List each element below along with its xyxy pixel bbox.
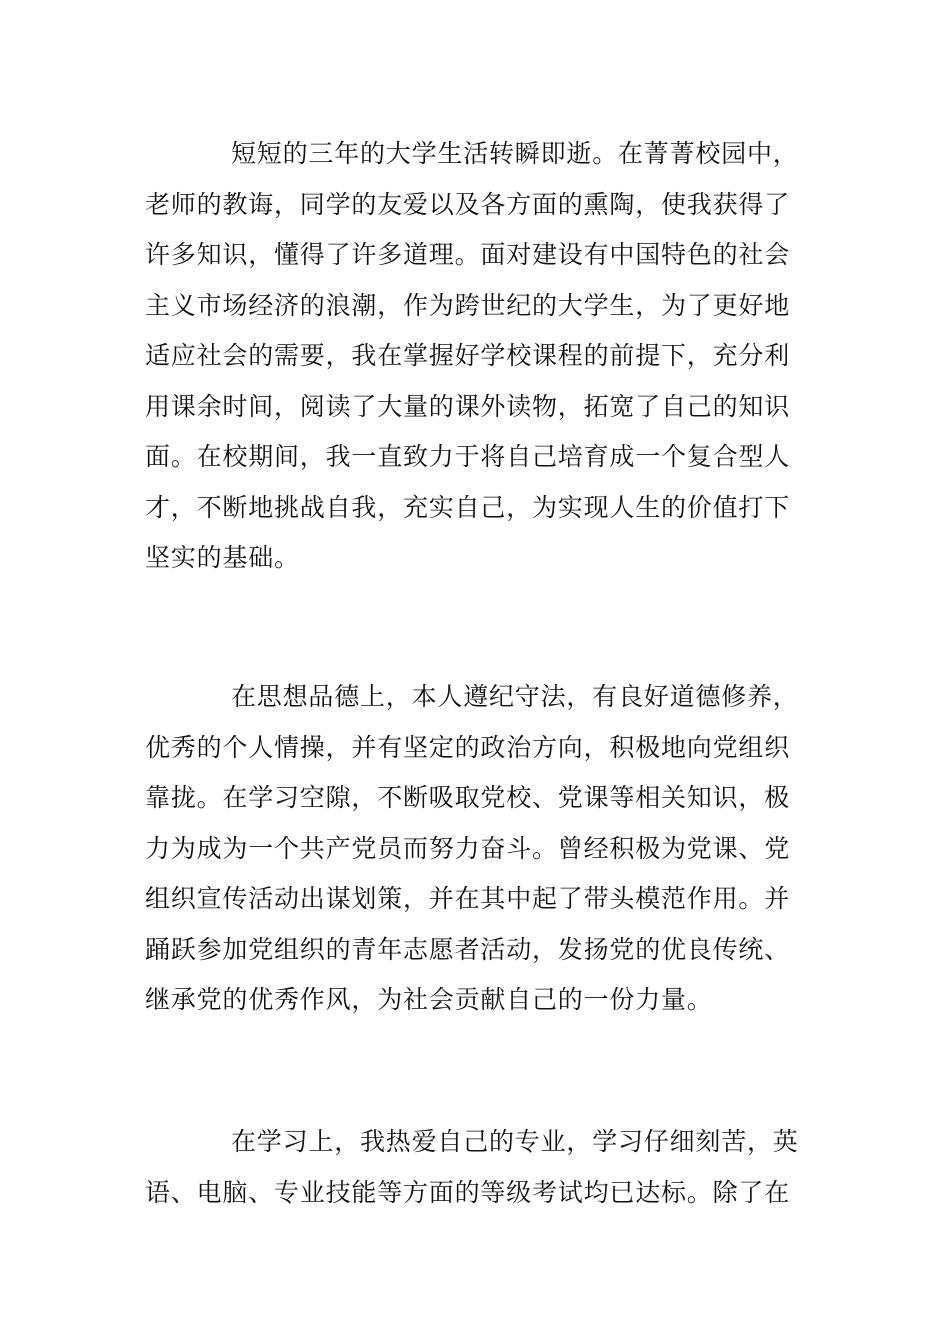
paragraph-line: 在思想品德上，本人遵纪守法，有良好道德修养， (231, 682, 799, 711)
paragraph-line: 适应社会的需要，我在掌握好学校课程的前提下，充分利 (145, 341, 791, 370)
paragraph-line: 面。在校期间，我一直致力于将自己培育成一个复合型人 (145, 442, 791, 471)
paragraph-line: 语、电脑、专业技能等方面的等级考试均已达标。除了在 (145, 1177, 791, 1207)
paragraph-line: 踊跃参加党组织的青年志愿者活动，发扬党的优良传统、 (145, 934, 791, 964)
paragraph-line: 在学习上，我热爱自己的专业，学习仔细刻苦，英 (231, 1127, 799, 1156)
paragraph-line: 用课余时间，阅读了大量的课外读物，拓宽了自己的知识 (145, 391, 791, 421)
paragraph-line: 力为成为一个共产党员而努力奋斗。曾经积极为党课、党 (145, 833, 791, 863)
paragraph-line: 老师的教诲，同学的友爱以及各方面的熏陶，使我获得了 (145, 189, 791, 219)
paragraph-line: 继承党的优秀作风，为社会贡献自己的一份力量。 (145, 985, 713, 1014)
paragraph-line: 坚实的基础。 (145, 543, 300, 572)
paragraph-2 (145, 672, 813, 1026)
paragraph-line: 才，不断地挑战自我，充实自己，为实现人生的价值打下 (145, 492, 791, 522)
paragraph-3 (145, 1117, 813, 1218)
paragraph-line: 优秀的个人情操，并有坚定的政治方向，积极地向党组织 (145, 732, 791, 762)
paragraph-1 (145, 129, 813, 584)
paragraph-line: 许多知识，懂得了许多道理。面对建设有中国特色的社会 (145, 240, 791, 269)
paragraph-line: 靠拢。在学习空隙，不断吸取党校、党课等相关知识，极 (145, 783, 791, 812)
paragraph-line: 短短的三年的大学生活转瞬即逝。在菁菁校园中， (231, 139, 799, 168)
paragraph-line: 主义市场经济的浪潮，作为跨世纪的大学生，为了更好地 (145, 290, 791, 320)
paragraph-line: 组织宣传活动出谋划策，并在其中起了带头模范作用。并 (145, 884, 791, 913)
